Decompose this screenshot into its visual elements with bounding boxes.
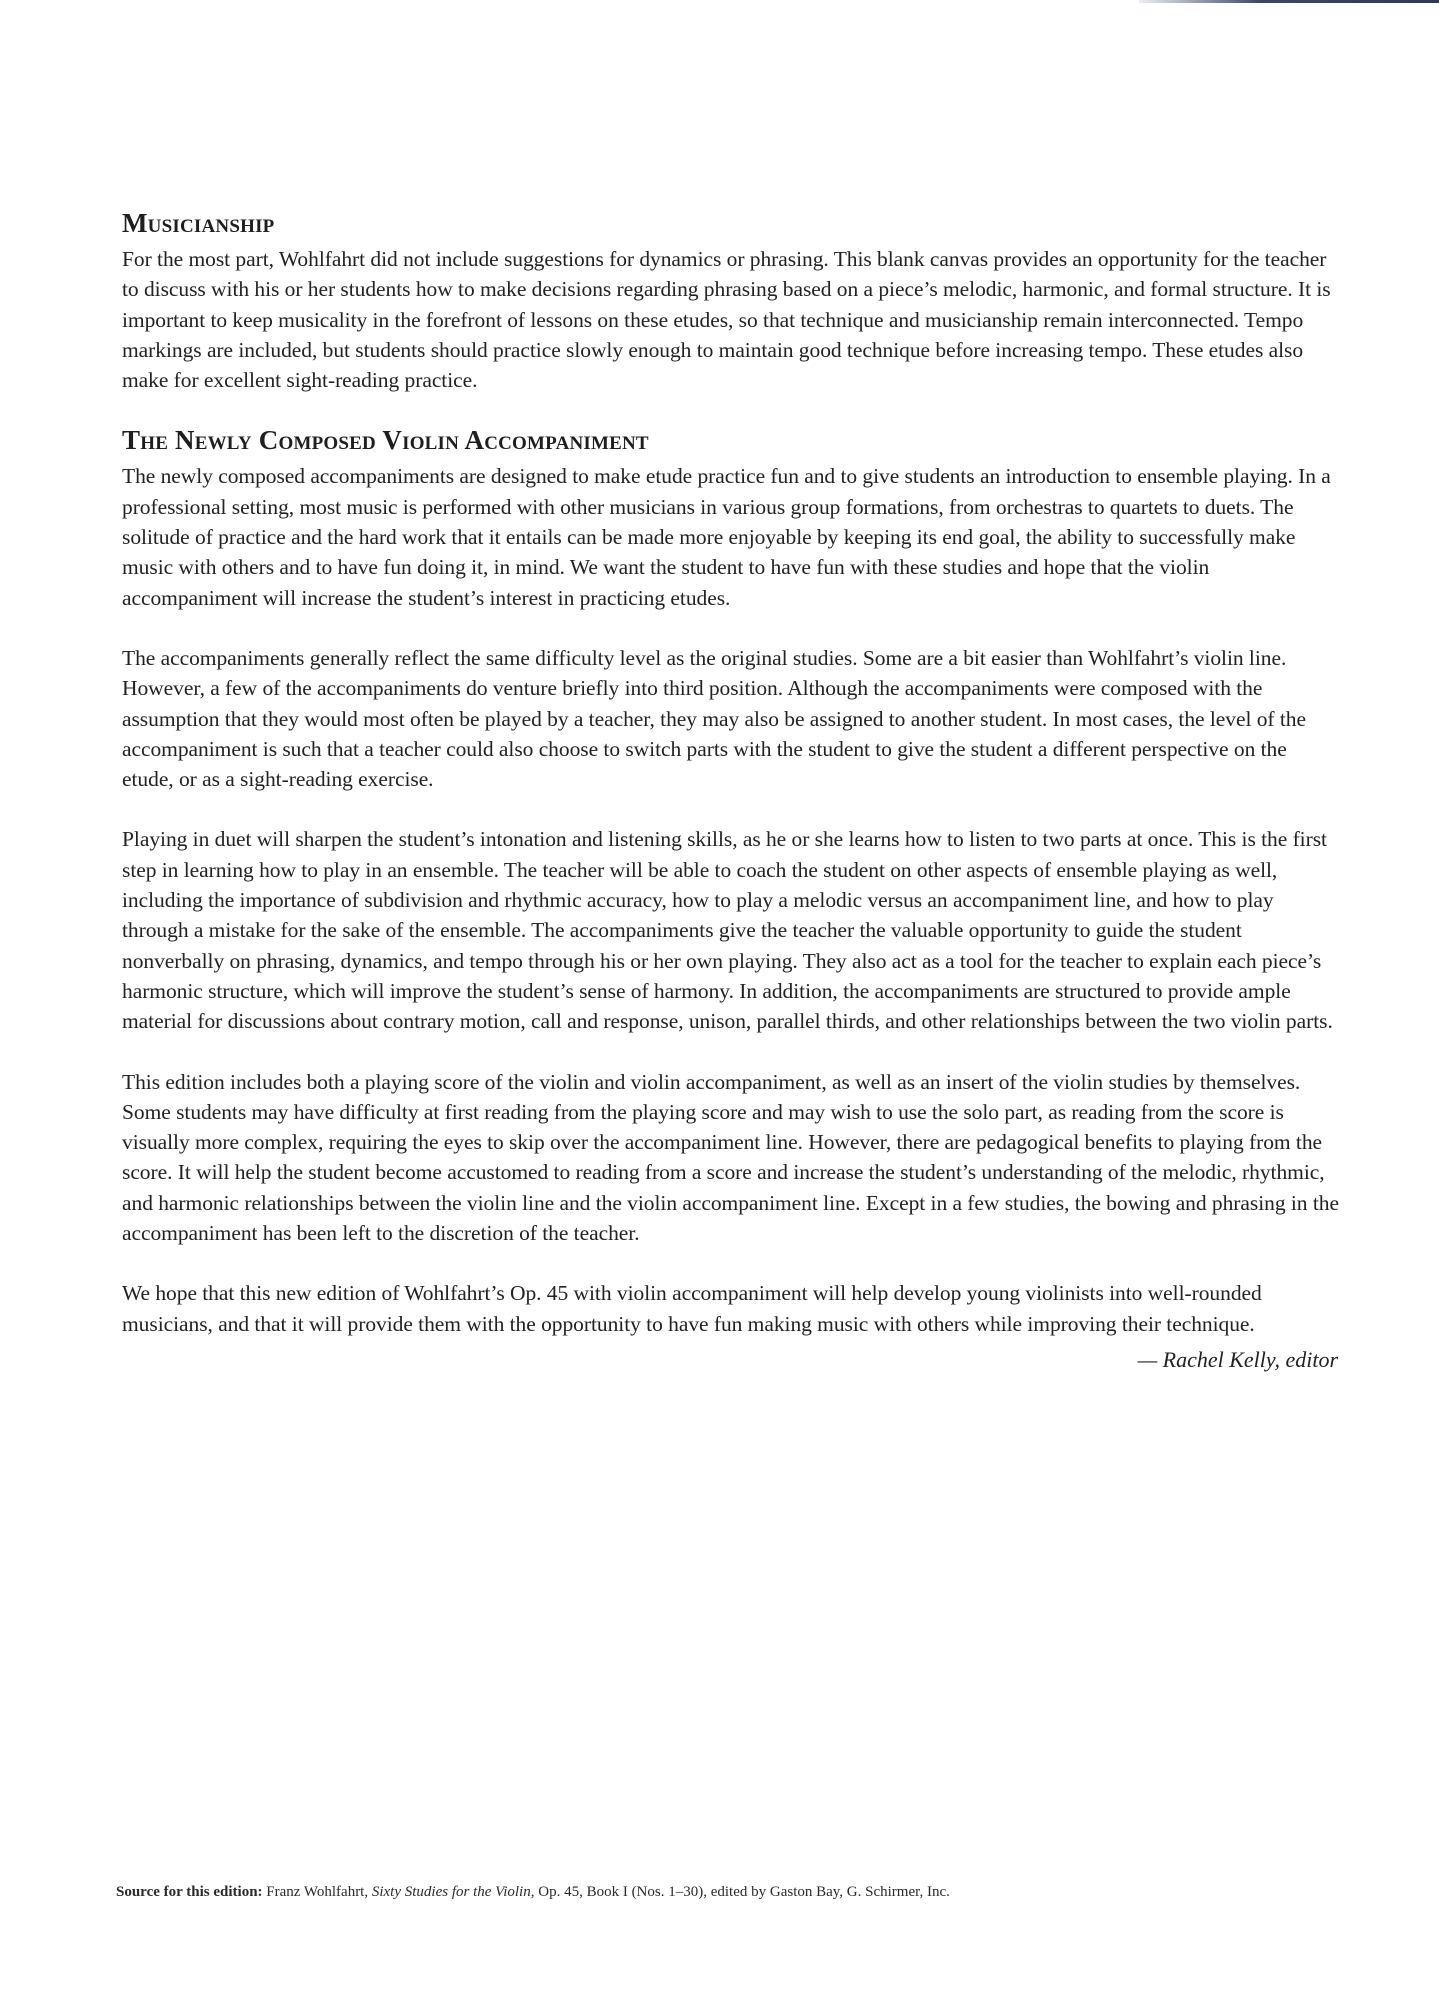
footer-book-title: Sixty Studies for the Violin [371,1884,531,1900]
editor-signature: — Rachel Kelly, editor [1137,1346,1338,1372]
footer-edition-details: , Op. 45, Book I (Nos. 1–30), edited by Gaston Bay, G. Schirmer, Inc. [530,1884,950,1900]
page-top-edge-line [1139,0,1439,3]
footer-author: Franz Wohlfahrt, [262,1884,372,1900]
paragraph-musicianship: For the most part, Wohlfahrt did not include suggestions for dynamics or phrasing. This blank canvas provides an opportunity for the teacher to discuss with his or her students how to make decisions regarding phrasing based on a piece’s melodic, harmonic, and formal structure. It is important to keep musicality in the forefront of lessons on these etudes, so that technique and musicianship remain interconnected. Tempo markings are included, but students should practice slowly enough to maintain good technique before increasing tempo. These etudes also make for excellent sight-reading practice. [122,247,1331,393]
paragraph-accompaniment-intro: The newly composed accompaniments are designed to make etude practice fun and to give students an introduction to ensemble playing. In a professional setting, most music is performed with other musicians in various group formations, from orchestras to quartets to duets. The solitude of practice and the hard work that it entails can be made more enjoyable by keeping its end goal, the ability to successfully make music with others and to have fun doing it, in mind. We want the student to have fun with these studies and hope that the violin accompaniment will increase the student’s interest in practicing etudes. [122,464,1331,610]
section-musicianship [122,206,1340,395]
paragraph-accompaniment-difficulty: The accompaniments generally reflect the same difficulty level as the original studies. Some are a bit easier than Wohlfahrt’s violin line. However, a few of the accompaniments do venture briefly into third position. Although the accompaniments were composed with the assumption that they would most often be played by a teacher, they may also be assigned to another student. In most cases, the level of the accompaniment is such that a teacher could also choose to switch parts with the student to give the student a different perspective on the etude, or as a sight-reading exercise. [122,645,1306,792]
paragraph-duet-playing: Playing in duet will sharpen the student’s intonation and listening skills, as he or she learns how to listen to two parts at once. This is the first step in learning how to play in an ensemble. The teacher will be able to coach the student on other aspects of ensemble playing as well, including the importance of subdivision and rhythmic accuracy, how to play a melodic versus an accompaniment line, and how to play through a mistake for the sake of the ensemble. The accompaniments give the teacher the valuable opportunity to guide the student nonverbally on phrasing, dynamics, and tempo through his or her own playing. They also act as a tool for the teacher to explain each piece’s harmonic structure, which will improve the student’s sense of harmony. In addition, the accompaniments are structured to provide ample material for discussions about contrary motion, call and response, unison, parallel thirds, and other relationships between the two violin parts. [122,827,1333,1034]
document-page [122,206,1340,1375]
paragraph-closing-hope: We hope that this new edition of Wohlfahrt’s Op. 45 with violin accompaniment will help develop young violinists into well-rounded musicians, and that it will provide them with the opportunity to have fun making music with others while improving their technique. [122,1281,1262,1336]
section-heading-violin-accompaniment: The Newly Composed Violin Accompaniment [122,425,649,456]
section-violin-accompaniment [122,423,1340,1374]
paragraph-edition-contents: This edition includes both a playing score of the violin and violin accompaniment, as well as an insert of the violin studies by themselves. Some students may have difficulty at first reading from the playing score and may wish to use the solo part, as reading from the score is visually more complex, requiring the eyes to skip over the accompaniment line. However, there are pedagogical benefits to playing from the score. It will help the student become accustomed to reading from a score and increase the student’s understanding of the melodic, rhythmic, and harmonic relationships between the violin line and the violin accompaniment line. Except in a few studies, the bowing and phrasing in the accompaniment has been left to the discretion of the teacher. [122,1069,1339,1246]
source-footer [116,1882,950,1902]
footer-source-label: Source for this edition: [116,1884,263,1900]
section-heading-musicianship: Musicianship [122,208,275,238]
